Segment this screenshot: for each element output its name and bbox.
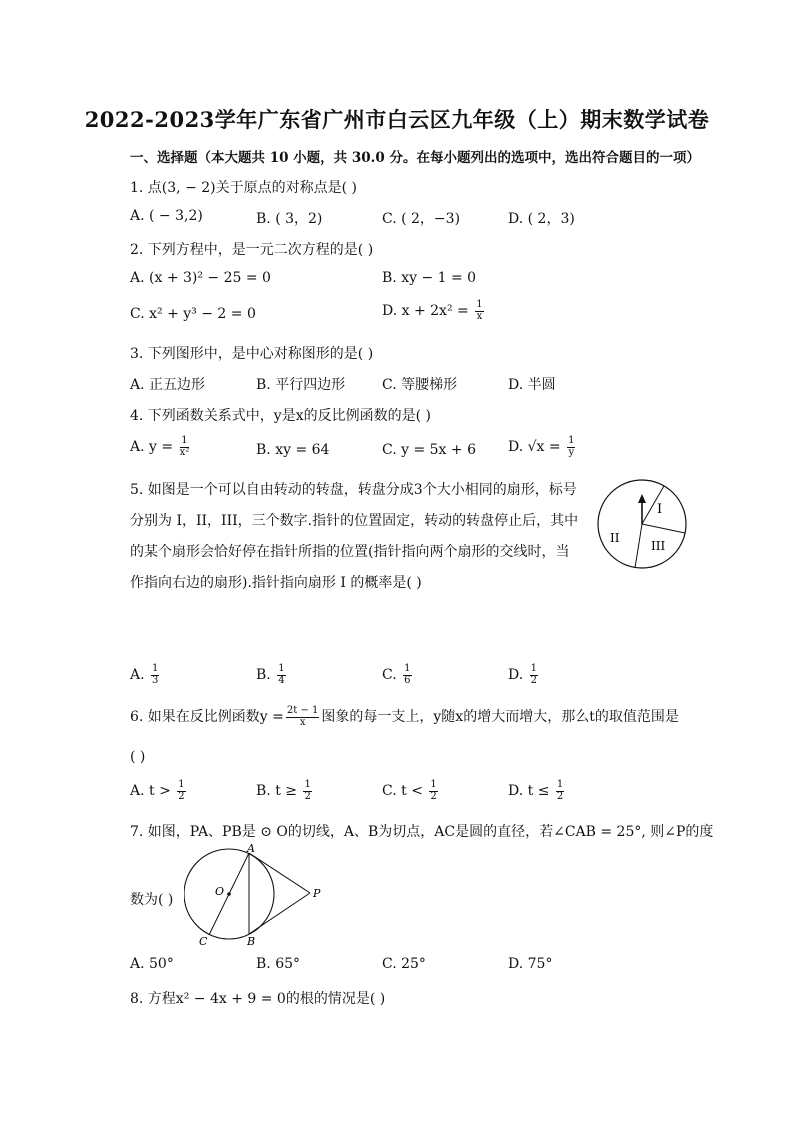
q6-text-pre: 6. 如果在反比例函数y =	[130, 709, 284, 725]
sector-label-2: II	[610, 531, 620, 545]
fraction	[151, 664, 159, 686]
q6-option-a	[130, 780, 188, 802]
fraction	[303, 780, 311, 802]
denominator: x	[299, 716, 306, 728]
sector-label-3: III	[651, 539, 666, 553]
question-7-line-1: 7. 如图，PA、PB是 ⊙ O的切线，A、B为切点，AC是圆的直径，若∠CAB = 25°, 则∠P的度	[130, 824, 714, 840]
denominator: 6	[404, 674, 411, 686]
q1-option-c: C. ( 2，−3)	[382, 211, 461, 227]
denominator: 2	[178, 790, 185, 802]
denominator: 2	[430, 790, 437, 802]
q2-option-d	[382, 300, 486, 322]
q6-option-a-text: A. t >	[130, 783, 171, 799]
q1-option-b: B. ( 3，2)	[256, 211, 323, 227]
question-3: 3. 下列图形中，是中心对称图形的是( )	[130, 346, 374, 362]
q2-option-d-text: D. x + 2x² =	[382, 303, 469, 319]
q3-option-a: A. 正五边形	[130, 377, 206, 393]
exam-title: 2022-2023学年广东省广州市白云区九年级（上）期末数学试卷	[84, 107, 710, 132]
q5-option-b-text: B.	[256, 667, 271, 683]
denominator: x²	[179, 446, 190, 458]
q6-option-d	[508, 780, 566, 802]
q6-option-b	[256, 780, 314, 802]
denominator: 4	[278, 674, 285, 686]
unused-2	[618, 487, 642, 524]
fraction	[567, 436, 575, 458]
question-5-line-1: 5. 如图是一个可以自由转动的转盘，转盘分成3个大小相同的扇形，标号	[130, 482, 577, 498]
question-5-line-4: 作指向右边的扇形).指针指向扇形 I 的概率是( )	[130, 575, 422, 591]
denominator: 2	[304, 790, 311, 802]
q2-option-b: B. xy − 1 = 0	[382, 270, 477, 286]
question-8: 8. 方程x² − 4x + 9 = 0的根的情况是( )	[130, 991, 386, 1007]
denominator: 2	[556, 790, 564, 802]
tangent-pb	[249, 893, 310, 934]
numerator: 1	[278, 663, 285, 674]
question-5-line-2: 分别为 I，II，III，三个数字.指针的位置固定，转动的转盘停止后，其中	[130, 513, 579, 529]
q2-option-a: A. (x + 3)² − 25 = 0	[130, 270, 271, 286]
q4-option-d	[508, 436, 577, 458]
numerator: 1	[530, 663, 538, 674]
q2-option-c: C. x² + y³ − 2 = 0	[130, 306, 256, 322]
q6-option-d-text: D. t ≤	[508, 783, 550, 799]
numerator: 1	[556, 779, 564, 790]
question-6-line-1	[130, 706, 679, 728]
q7-option-c: C. 25°	[382, 956, 426, 972]
q5-option-c	[382, 664, 414, 686]
fraction	[180, 436, 190, 458]
denominator: 3	[152, 674, 159, 686]
spinner-diagram	[596, 478, 688, 570]
sector-divider-3	[635, 524, 642, 568]
q4-option-d-text: D. √x =	[508, 439, 561, 455]
q3-option-d: D. 半圆	[508, 377, 556, 393]
q6-text-post: 图象的每一支上，y随x的增大而增大，那么t的取值范围是	[321, 709, 679, 725]
numerator: 1	[152, 663, 159, 674]
question-1: 1. 点(3, − 2)关于原点的对称点是( )	[130, 180, 358, 196]
q1-option-a: A. ( − 3,2)	[130, 208, 203, 224]
q3-option-c: C. 等腰梯形	[382, 377, 458, 393]
numerator: 1	[404, 663, 411, 674]
numerator: 2t − 1	[286, 705, 319, 716]
numerator: 1	[430, 779, 437, 790]
question-4: 4. 下列函数关系式中，y是x的反比例函数的是( )	[130, 408, 431, 424]
label-o: O	[215, 885, 225, 898]
fraction	[177, 780, 185, 802]
q6-option-c-text: C. t <	[382, 783, 423, 799]
q5-option-d	[508, 664, 540, 686]
q5-option-a	[130, 664, 161, 686]
label-p: P	[313, 887, 321, 900]
fraction	[429, 780, 437, 802]
q4-option-a	[130, 436, 191, 458]
numerator: 1	[178, 779, 185, 790]
tangent-circle-diagram	[184, 842, 334, 950]
section-heading: 一、选择题（本大题共 10 小题，共 30.0 分。在每小题列出的选项中，选出符合题目的一项）	[130, 150, 700, 166]
fraction	[530, 664, 538, 686]
center-point	[227, 892, 231, 896]
q1-option-d: D. ( 2，3)	[508, 211, 575, 227]
fraction	[556, 780, 564, 802]
question-2: 2. 下列方程中，是一元二次方程的是( )	[130, 242, 374, 258]
q3-option-b: B. 平行四边形	[256, 377, 346, 393]
fraction	[286, 706, 319, 728]
q4-option-a-text: A. y =	[130, 439, 174, 455]
denominator: y	[568, 446, 575, 458]
q4-option-b: B. xy = 64	[256, 442, 330, 458]
numerator: 1	[304, 779, 311, 790]
pointer-arrow-head	[638, 494, 646, 503]
fraction	[277, 664, 285, 686]
label-c: C	[199, 935, 208, 948]
q7-option-b: B. 65°	[256, 956, 301, 972]
fraction	[403, 664, 411, 686]
question-5-line-3: 的某个扇形会恰好停在指针所指的位置(指针指向两个扇形的交线时，当	[130, 544, 570, 560]
denominator: x	[476, 310, 483, 322]
q5-option-b	[256, 664, 288, 686]
question-7-line-2: 数为( )	[130, 892, 174, 908]
q5-option-a-text: A.	[130, 667, 145, 683]
numerator: 1	[568, 435, 575, 446]
sector-label-1: I	[657, 502, 663, 517]
q6-option-c	[382, 780, 440, 802]
q5-option-c-text: C.	[382, 667, 397, 683]
q7-option-a: A. 50°	[130, 956, 174, 972]
question-6-line-2: ( )	[130, 749, 146, 765]
q4-option-c: C. y = 5x + 6	[382, 442, 476, 458]
sector-divider-2	[642, 524, 685, 533]
numerator: 1	[476, 299, 483, 310]
numerator: 1	[181, 435, 188, 446]
q6-option-b-text: B. t ≥	[256, 783, 297, 799]
q7-option-d: D. 75°	[508, 956, 553, 972]
denominator: 2	[530, 674, 538, 686]
label-b: B	[247, 935, 256, 948]
label-a: A	[247, 842, 255, 855]
tangent-pa	[249, 853, 310, 893]
q5-option-d-text: D.	[508, 667, 524, 683]
fraction	[475, 300, 483, 322]
